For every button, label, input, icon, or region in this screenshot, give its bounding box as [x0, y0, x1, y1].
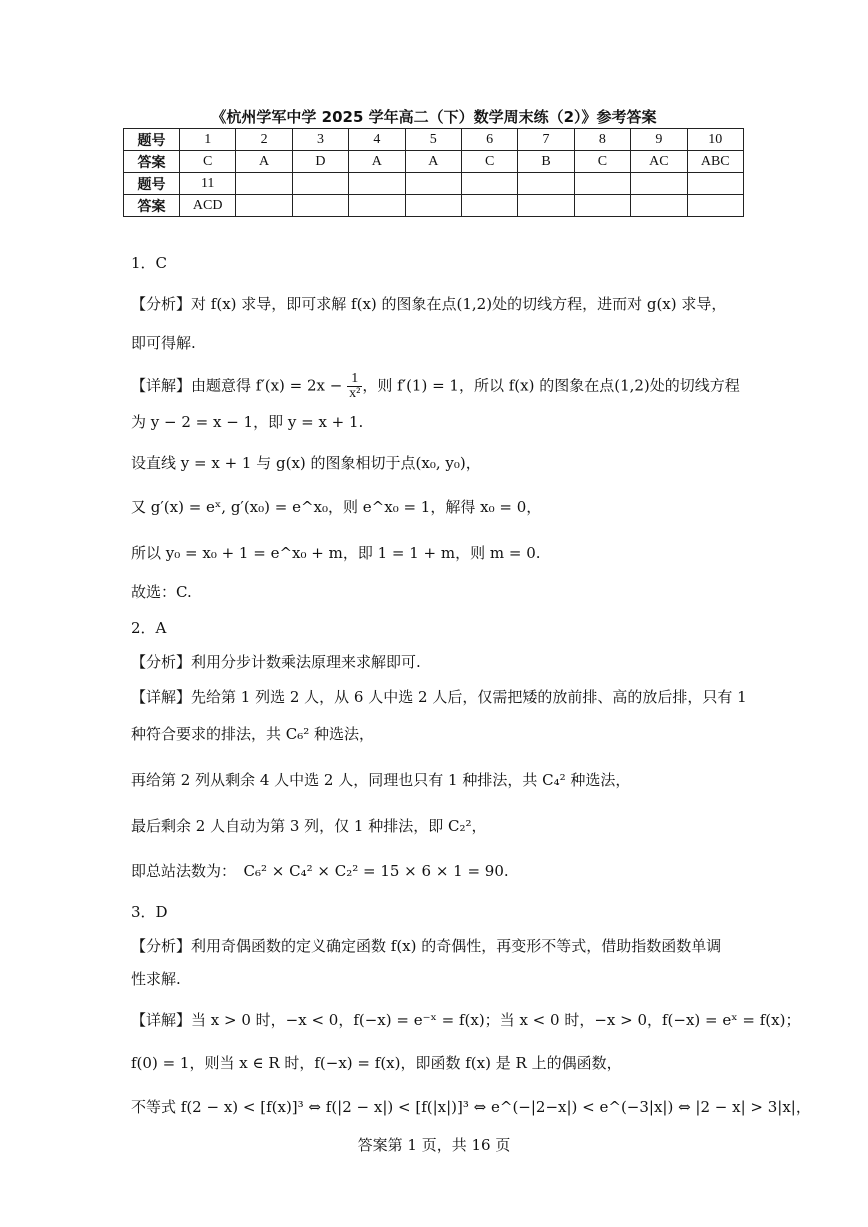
q1-detail-line-1 [131, 372, 740, 401]
table-cell: B [518, 151, 574, 173]
q1-detail-line-5: 所以 y₀ = x₀ + 1 = e^x₀ + m，即 1 = 1 + m，则 m = 0. [131, 544, 541, 562]
table-cell [236, 173, 292, 195]
row-label: 答案 [124, 195, 180, 217]
q2-detail-line-2: 种符合要求的排法，共 C₆² 种选法， [131, 725, 375, 743]
table-cell: 9 [631, 129, 687, 151]
table-cell [349, 173, 405, 195]
table-row [124, 151, 744, 173]
table-cell [292, 195, 348, 217]
table-cell: 6 [461, 129, 517, 151]
q2-detail-line-3: 再给第 2 列从剩余 4 人中选 2 人，同理也只有 1 种排法，共 C₄² 种选法， [131, 771, 631, 789]
table-cell: 2 [236, 129, 292, 151]
table-cell [631, 173, 687, 195]
table-cell: ACD [180, 195, 236, 217]
table-cell: 5 [405, 129, 461, 151]
table-cell [461, 173, 517, 195]
question-3-heading: 3．D [131, 903, 168, 921]
q1-detail-line-3: 设直线 y = x + 1 与 g(x) 的图象相切于点(x₀, y₀)， [131, 454, 481, 472]
table-cell: 8 [574, 129, 630, 151]
table-row [124, 195, 744, 217]
table-cell: 10 [687, 129, 743, 151]
page-title: 《杭州学军中学 2025 学年高二（下）数学周末练（2）》参考答案 [211, 108, 657, 126]
fraction-denominator: x² [349, 386, 361, 401]
q1-analysis-line-2: 即可得解. [131, 334, 196, 352]
table-cell [631, 195, 687, 217]
detail-text-cont: ，则 f′(1) = 1，所以 f(x) 的图象在点(1,2)处的切线方程 [362, 376, 740, 395]
q2-detail-line-4: 最后剩余 2 人自动为第 3 列，仅 1 种排法，即 C₂²， [131, 817, 487, 835]
detail-text: 由题意得 f′(x) = 2x − [191, 376, 343, 395]
table-cell [574, 173, 630, 195]
q1-analysis-line-1 [131, 294, 726, 314]
fraction [347, 372, 362, 401]
q3-detail-line-3: 不等式 f(2 − x) < [f(x)]³ ⇔ f(|2 − x|) < [f(|x|)]³ ⇔ e^(−|2−x|) < e^(−3|x|) ⇔ |2 − x| > 3|x|， [131, 1098, 811, 1116]
q2-analysis: 【分析】利用分步计数乘法原理来求解即可. [131, 653, 421, 671]
q3-analysis-line-2: 性求解. [131, 970, 181, 988]
q1-detail-line-6: 故选：C. [131, 583, 192, 601]
table-cell: A [405, 151, 461, 173]
table-cell [687, 173, 743, 195]
table-row [124, 173, 744, 195]
table-cell: 1 [180, 129, 236, 151]
question-1-heading: 1．C [131, 254, 168, 272]
table-cell: C [574, 151, 630, 173]
table-cell: A [236, 151, 292, 173]
analysis-text: 对 f(x) 求导，即可求解 f(x) 的图象在点(1,2)处的切线方程，进而对 g(x) 求导， [191, 295, 727, 313]
q3-detail-line-1: 【详解】当 x > 0 时，−x < 0，f(−x) = e⁻ˣ = f(x)；当 x < 0 时，−x > 0，f(−x) = eˣ = f(x)； [131, 1011, 801, 1029]
answer-table [123, 128, 744, 217]
q2-detail-line-1: 【详解】先给第 1 列选 2 人，从 6 人中选 2 人后，仅需把矮的放前排、高的放后排，只有 1 [131, 688, 747, 706]
q1-detail-line-2: 为 y − 2 = x − 1，即 y = x + 1. [131, 413, 364, 431]
table-row [124, 129, 744, 151]
table-cell [349, 195, 405, 217]
table-cell [292, 173, 348, 195]
row-label: 答案 [124, 151, 180, 173]
q3-analysis-line-1: 【分析】利用奇偶函数的定义确定函数 f(x) 的奇偶性，再变形不等式，借助指数函数单调 [131, 937, 722, 955]
table-cell [518, 173, 574, 195]
page-footer: 答案第 1 页，共 16 页 [357, 1136, 511, 1154]
table-cell [405, 173, 461, 195]
table-cell [461, 195, 517, 217]
table-cell [574, 195, 630, 217]
table-cell [405, 195, 461, 217]
q3-detail-line-2: f(0) = 1，则当 x ∈ R 时，f(−x) = f(x)，即函数 f(x) 是 R 上的偶函数， [131, 1054, 622, 1072]
table-cell [687, 195, 743, 217]
table-cell: C [180, 151, 236, 173]
analysis-tag: 【分析】 [131, 295, 192, 313]
row-label: 题号 [124, 173, 180, 195]
table-cell: D [292, 151, 348, 173]
table-cell: 4 [349, 129, 405, 151]
detail-tag: 【详解】 [131, 376, 192, 395]
table-cell: A [349, 151, 405, 173]
table-cell: ABC [687, 151, 743, 173]
table-cell [236, 195, 292, 217]
question-2-heading: 2．A [131, 619, 167, 637]
row-label: 题号 [124, 129, 180, 151]
q2-detail-line-5: 即总站法数为： C₆² × C₄² × C₂² = 15 × 6 × 1 = 90. [131, 862, 509, 880]
table-cell: 3 [292, 129, 348, 151]
table-cell [518, 195, 574, 217]
table-cell: 7 [518, 129, 574, 151]
q1-detail-line-4: 又 g′(x) = eˣ, g′(x₀) = e^x₀，则 e^x₀ = 1，解得 x₀ = 0， [131, 498, 542, 516]
table-cell: AC [631, 151, 687, 173]
table-cell: C [461, 151, 517, 173]
table-cell: 11 [180, 173, 236, 195]
fraction-numerator: 1 [347, 372, 362, 387]
